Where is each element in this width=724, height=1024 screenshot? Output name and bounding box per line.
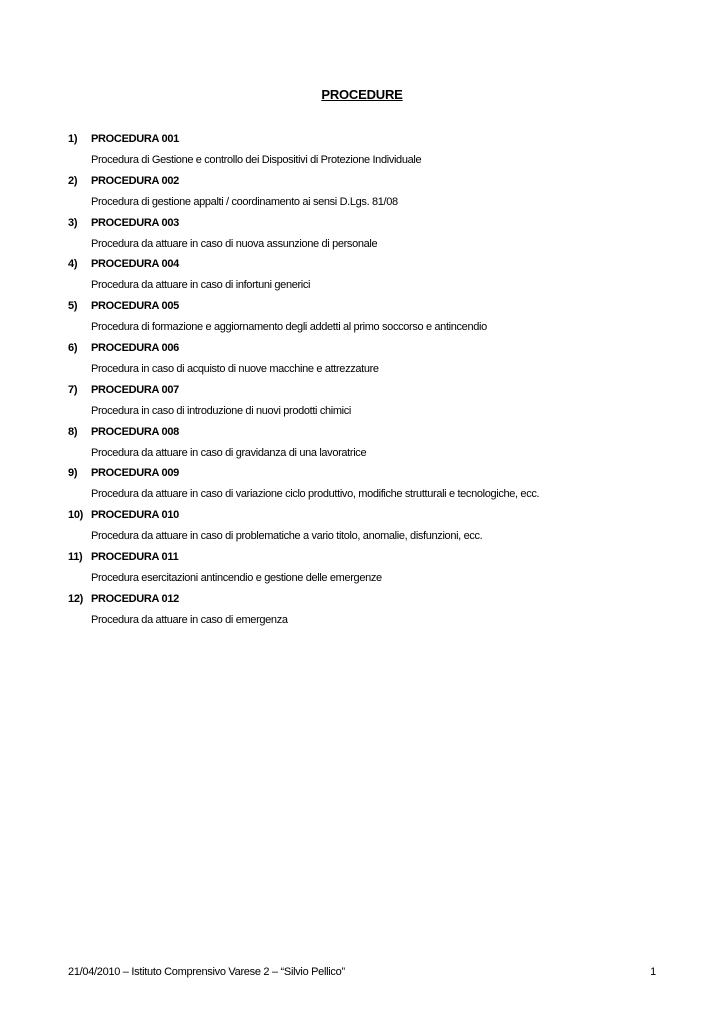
procedure-number: 1) bbox=[68, 133, 78, 145]
procedure-item bbox=[68, 214, 668, 256]
footer-text: 21/04/2010 – Istituto Comprensivo Varese 2 – “Silvio Pellico” bbox=[68, 966, 345, 978]
procedure-number: 11) bbox=[68, 550, 83, 563]
procedure-number: 5) bbox=[68, 300, 78, 313]
procedure-heading bbox=[68, 590, 668, 610]
procedure-item bbox=[68, 339, 668, 381]
procedure-number: 9) bbox=[68, 467, 78, 480]
procedure-number: 10) bbox=[68, 509, 83, 522]
procedure-number: 12) bbox=[68, 592, 83, 605]
procedure-name: PROCEDURA 003 bbox=[91, 216, 179, 229]
procedure-item bbox=[68, 255, 668, 297]
procedure-list bbox=[68, 130, 668, 632]
procedure-heading bbox=[68, 297, 668, 317]
procedure-heading bbox=[68, 423, 668, 443]
procedure-heading bbox=[68, 214, 668, 234]
procedure-name: PROCEDURA 008 bbox=[91, 425, 179, 438]
procedure-name: PROCEDURA 005 bbox=[91, 300, 179, 313]
procedure-description: Procedura da attuare in caso di emergenza bbox=[91, 613, 288, 626]
procedure-name: PROCEDURA 006 bbox=[91, 341, 179, 354]
procedure-name: PROCEDURA 007 bbox=[91, 383, 179, 396]
procedure-name: PROCEDURA 001 bbox=[91, 133, 179, 145]
procedure-item bbox=[68, 590, 668, 632]
procedure-item bbox=[68, 464, 668, 506]
procedure-description: Procedura di formazione e aggiornamento degli addetti al primo soccorso e antincendio bbox=[91, 321, 487, 334]
procedure-item bbox=[68, 297, 668, 339]
procedure-name: PROCEDURA 009 bbox=[91, 467, 179, 480]
procedure-item bbox=[68, 506, 668, 548]
procedure-description: Procedura da attuare in caso di infortuni generici bbox=[91, 279, 311, 292]
procedure-heading bbox=[68, 548, 668, 568]
procedure-description: Procedura esercitazioni antincendio e gestione delle emergenze bbox=[91, 571, 382, 584]
procedure-description: Procedura in caso di introduzione di nuovi prodotti chimici bbox=[91, 404, 352, 417]
procedure-heading bbox=[68, 339, 668, 359]
procedure-name: PROCEDURA 004 bbox=[91, 258, 179, 271]
procedure-name: PROCEDURA 011 bbox=[91, 550, 179, 563]
procedure-heading bbox=[68, 130, 668, 150]
procedure-name: PROCEDURA 012 bbox=[91, 592, 179, 605]
procedure-number: 2) bbox=[68, 174, 78, 187]
procedure-heading bbox=[68, 381, 668, 401]
procedure-item bbox=[68, 423, 668, 465]
procedure-description: Procedura da attuare in caso di variazione ciclo produttivo, modifiche strutturali e tecnologiche, ecc. bbox=[91, 488, 540, 501]
procedure-description: Procedura di Gestione e controllo dei Dispositivi di Protezione Individuale bbox=[91, 154, 422, 166]
procedure-item bbox=[68, 381, 668, 423]
procedure-number: 7) bbox=[68, 383, 78, 396]
procedure-heading bbox=[68, 255, 668, 275]
procedure-number: 4) bbox=[68, 258, 78, 271]
procedure-number: 8) bbox=[68, 425, 78, 438]
procedure-heading bbox=[68, 506, 668, 526]
procedure-description: Procedura di gestione appalti / coordinamento ai sensi D.Lgs. 81/08 bbox=[91, 195, 398, 208]
page-footer bbox=[68, 966, 656, 978]
procedure-number: 3) bbox=[68, 216, 78, 229]
procedure-item bbox=[68, 172, 668, 214]
page-number: 1 bbox=[650, 966, 656, 978]
procedure-item bbox=[68, 130, 668, 172]
procedure-name: PROCEDURA 010 bbox=[91, 509, 179, 522]
procedure-description: Procedura da attuare in caso di problematiche a vario titolo, anomalie, disfunzioni, ecc. bbox=[91, 530, 483, 543]
procedure-heading bbox=[68, 464, 668, 484]
procedure-heading bbox=[68, 172, 668, 192]
page-title: PROCEDURE bbox=[321, 87, 403, 102]
procedure-description: Procedura da attuare in caso di nuova assunzione di personale bbox=[91, 237, 378, 250]
procedure-description: Procedura da attuare in caso di gravidanza di una lavoratrice bbox=[91, 446, 367, 459]
procedure-name: PROCEDURA 002 bbox=[91, 174, 179, 187]
procedure-description: Procedura in caso di acquisto di nuove macchine e attrezzature bbox=[91, 362, 379, 375]
procedure-item bbox=[68, 548, 668, 590]
procedure-number: 6) bbox=[68, 341, 78, 354]
